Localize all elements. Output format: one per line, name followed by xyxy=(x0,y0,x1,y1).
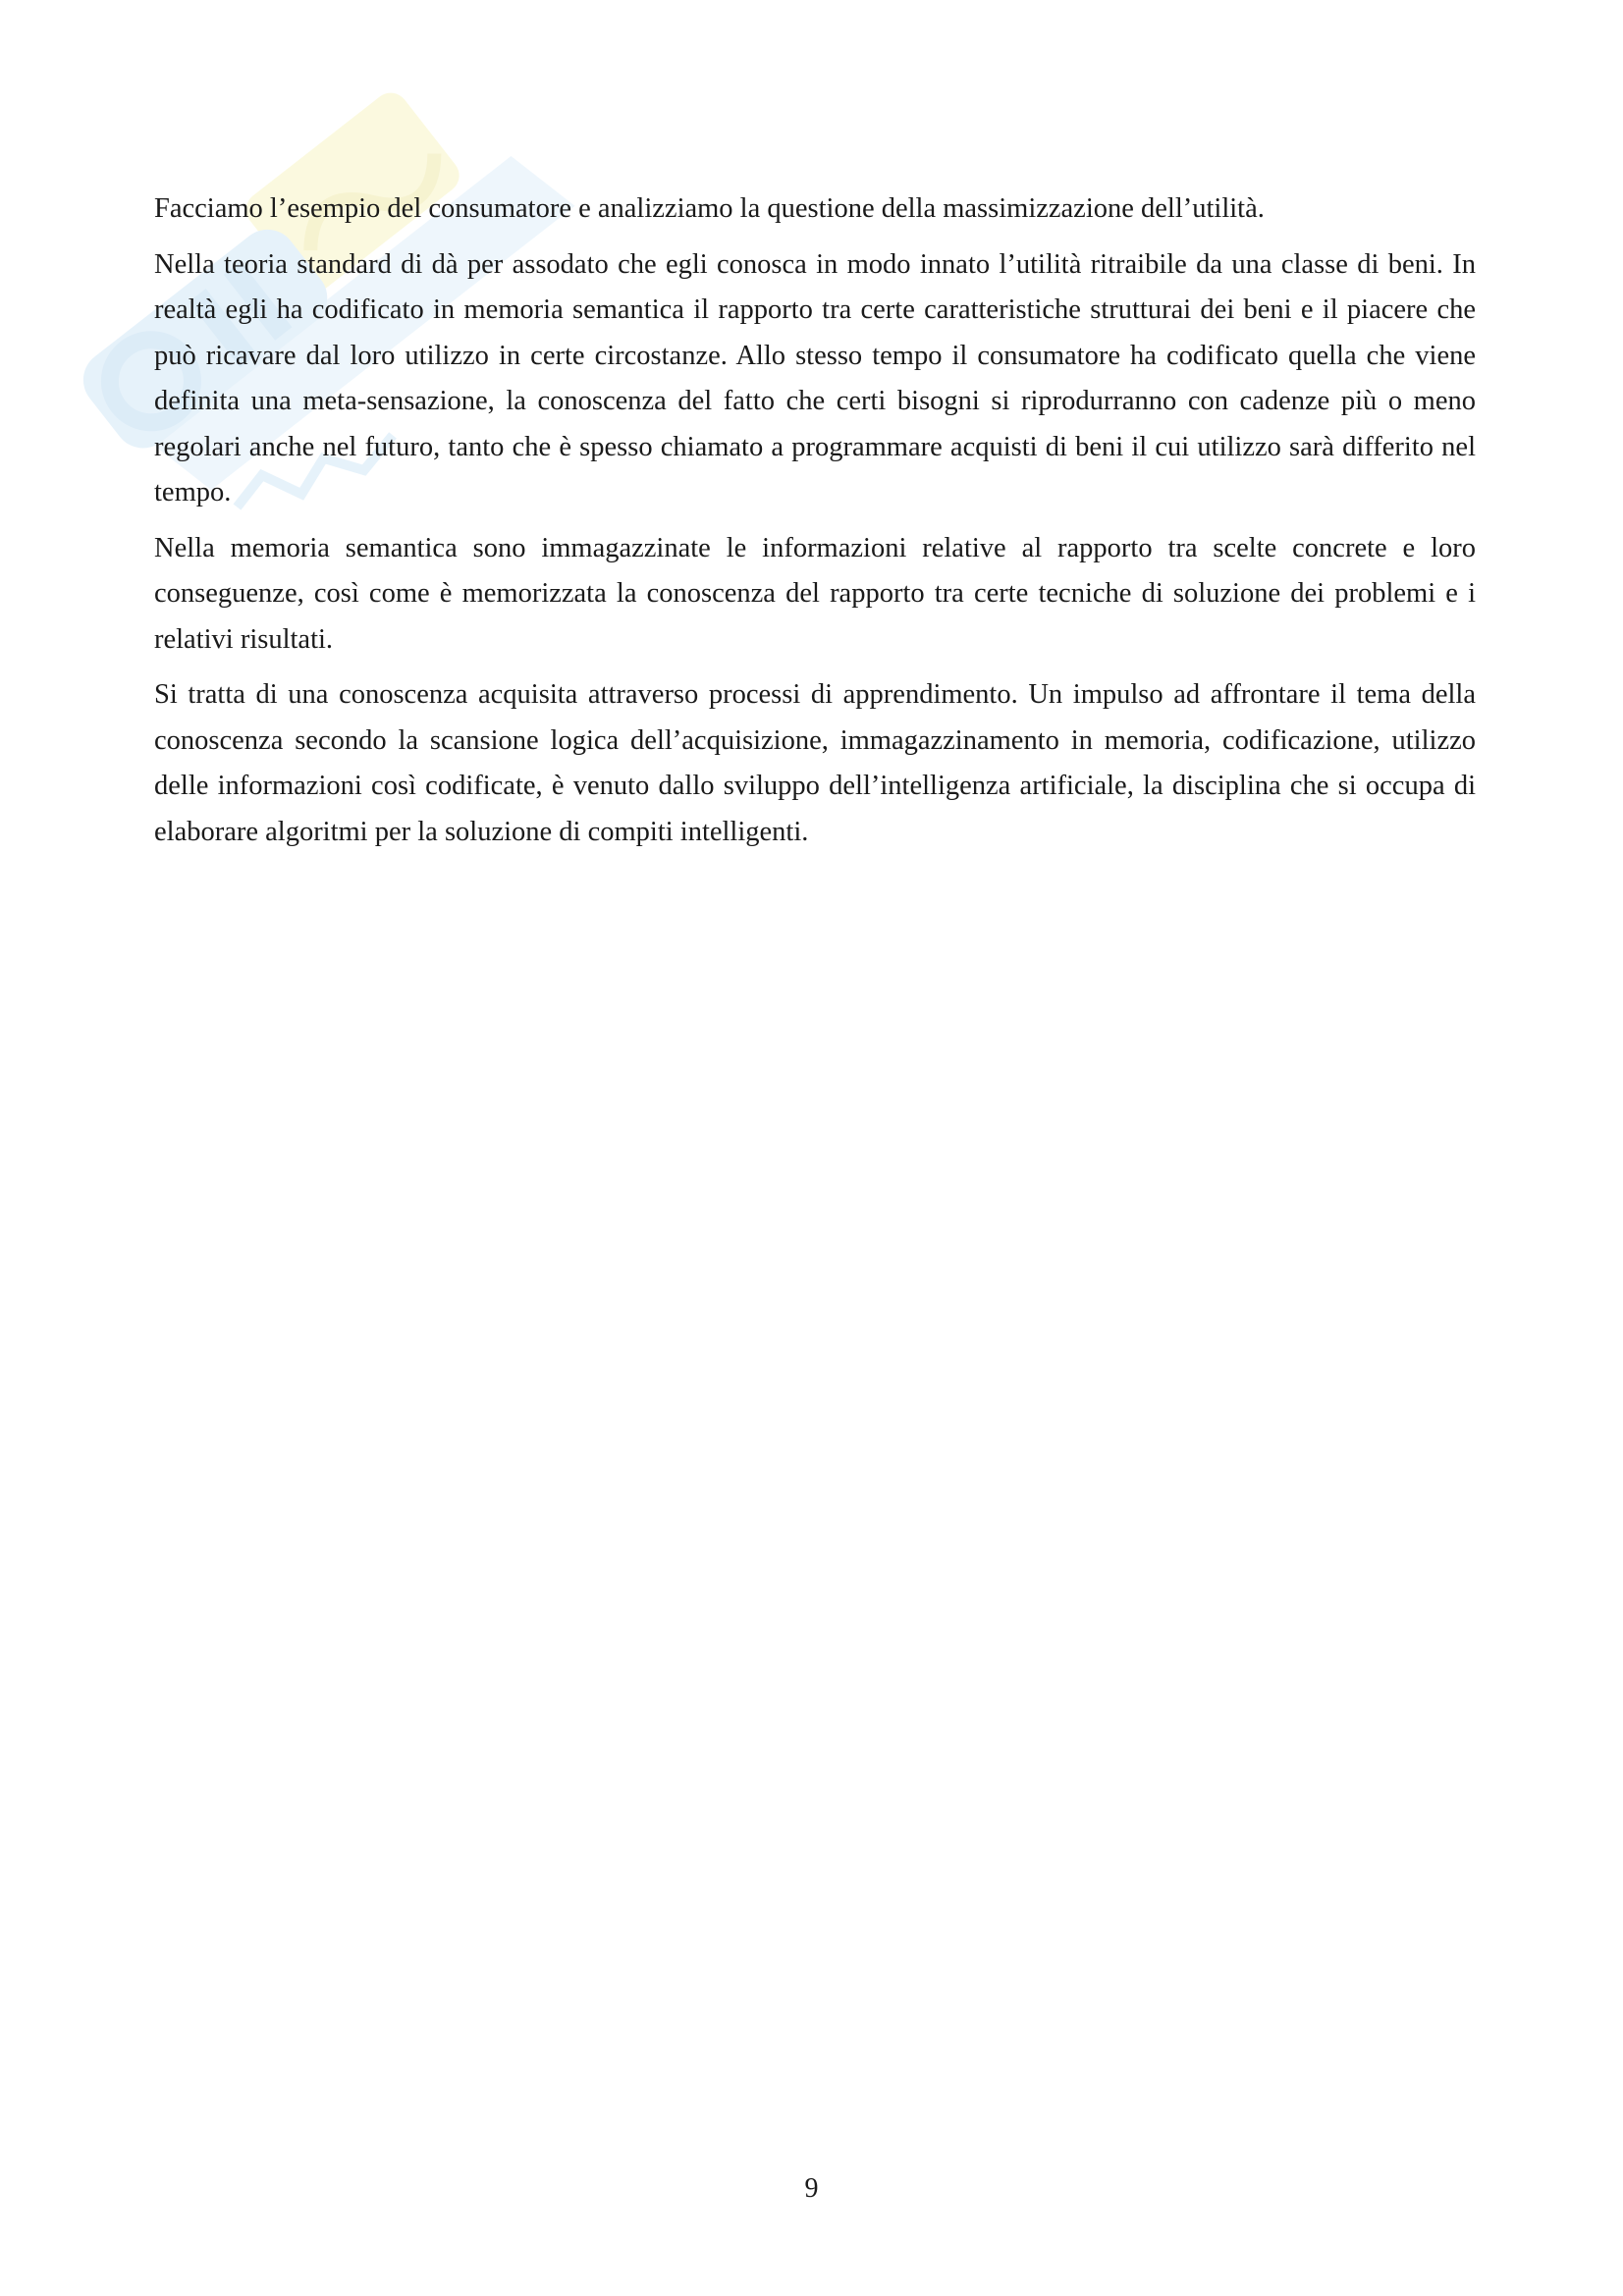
paragraph-3: Nella memoria semantica sono immagazzinate le informazioni relative al rapporto tra scelte concrete e loro conseguenze, così come è memorizzata la conoscenza del rapporto tra certe tecniche di soluzione dei problemi e i relativi risultati. xyxy=(154,532,1476,655)
paragraph-1: Facciamo l’esempio del consumatore e analizziamo la questione della massimizzazione dell’utilità. xyxy=(154,193,1265,224)
paragraph-2: Nella teoria standard di dà per assodato che egli conosca in modo innato l’utilità ritraibile da una classe di beni. In realtà egli ha codificato in memoria semantica il rapporto tra certe caratteristiche strutturai dei beni e il piacere che può ricavare dal loro utilizzo in certe circostanze. Allo stesso tempo il consumatore ha codificato quella che viene definita una meta-sensazione, la conoscenza del fatto che certi bisogni si riprodurranno con cadenze più o meno regolari anche nel futuro, tanto che è spesso chiamato a programmare acquisti di beni il cui utilizzo sarà differito nel tempo. xyxy=(154,248,1476,507)
paragraph-4: Si tratta di una conoscenza acquisita attraverso processi di apprendimento. Un impulso ad affrontare il tema della conoscenza secondo la scansione logica dell’acquisizione, immagazzinamento in memoria, codificazione, utilizzo delle informazioni così codificate, è venuto dallo sviluppo dell’intelligenza artificiale, la disciplina che si occupa di elaborare algoritmi per la soluzione di compiti intelligenti. xyxy=(154,679,1476,847)
body-text xyxy=(154,187,1476,865)
page-number: 9 xyxy=(804,2173,819,2204)
